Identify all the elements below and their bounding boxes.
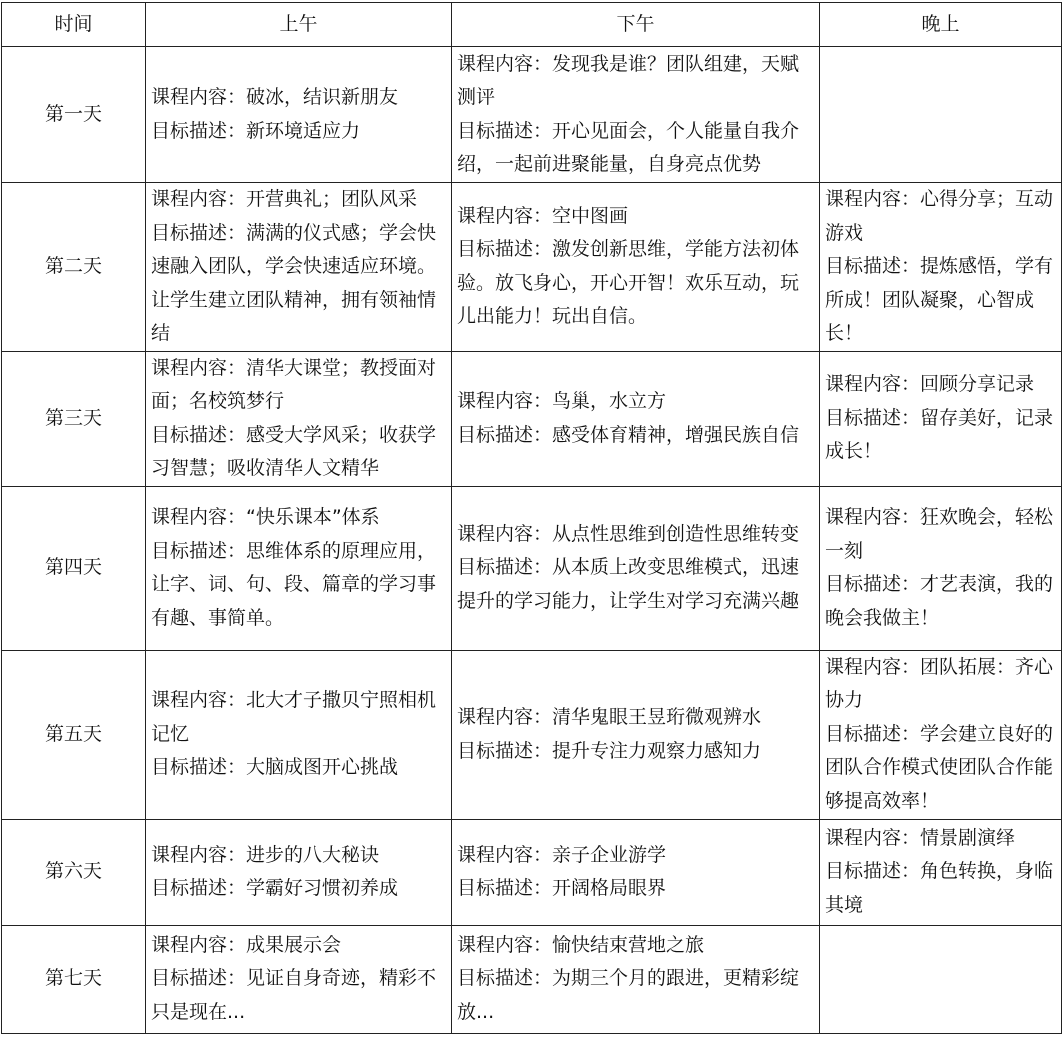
evening-cell (820, 650, 1062, 819)
table-row (2, 819, 1062, 925)
day-cell: 第七天 (2, 925, 146, 1033)
afternoon-cell (452, 819, 820, 925)
morning-content: 课程内容：北大才子撒贝宁照相机记忆 (151, 689, 437, 745)
evening-cell (820, 486, 1062, 650)
afternoon-goal: 目标描述：开心见面会，个人能量自我介绍，一起前进聚能量，自身亮点优势 (457, 119, 800, 175)
morning-content: 课程内容：成果展示会 (151, 933, 342, 956)
evening-goal: 目标描述：提炼感悟，学有所成！团队凝聚，心智成长！ (825, 255, 1054, 344)
morning-goal: 目标描述：见证自身奇迹，精彩不只是现在... (151, 967, 437, 1023)
day-cell: 第一天 (2, 47, 146, 183)
day-cell: 第二天 (2, 183, 146, 352)
morning-goal: 目标描述：新环境适应力 (151, 119, 361, 142)
evening-content: 课程内容：回顾分享记录 (825, 373, 1035, 396)
morning-cell (146, 486, 452, 650)
afternoon-cell (452, 486, 820, 650)
afternoon-cell (452, 183, 820, 352)
morning-cell (146, 819, 452, 925)
table-row (2, 47, 1062, 183)
evening-content: 课程内容：心得分享；互动游戏 (825, 188, 1054, 244)
morning-content: 课程内容：开营典礼；团队风采 (151, 188, 418, 210)
evening-content: 课程内容：狂欢晚会，轻松一刻 (825, 506, 1054, 562)
header-time: 时间 (2, 3, 146, 47)
header-evening: 晚上 (820, 3, 1062, 47)
afternoon-content: 课程内容：鸟巢，水立方 (457, 390, 667, 412)
morning-cell (146, 47, 452, 183)
morning-goal: 目标描述：学霸好习惯初养成 (151, 877, 399, 899)
morning-content: 课程内容：破冰，结识新朋友 (151, 86, 399, 108)
morning-content: 课程内容：进步的八大秘诀 (151, 843, 380, 866)
afternoon-content: 课程内容：从点性思维到创造性思维转变 (457, 522, 800, 545)
day-cell: 第三天 (2, 351, 146, 486)
day-cell: 第五天 (2, 650, 146, 819)
morning-cell (146, 925, 452, 1033)
afternoon-goal: 目标描述：从本质上改变思维模式，迅速提升的学习能力，让学生对学习充满兴趣 (457, 556, 800, 612)
table-header-row (2, 3, 1062, 47)
evening-goal: 目标描述：才艺表演，我的晚会我做主！ (825, 573, 1054, 629)
morning-content: 课程内容：清华大课堂；教授面对面；名校筑梦行 (151, 356, 437, 412)
table-row (2, 183, 1062, 352)
morning-goal: 目标描述：感受大学风采；收获学习智慧；吸收清华人文精华 (151, 423, 437, 479)
afternoon-content: 课程内容：清华鬼眼王昱珩微观辨水 (457, 706, 762, 728)
header-afternoon: 下午 (452, 3, 820, 47)
afternoon-cell (452, 650, 820, 819)
afternoon-goal: 目标描述：激发创新思维，学能方法初体验。放飞身心，开心开智！欢乐互动，玩儿出能力！玩出自信。 (457, 238, 800, 328)
evening-cell (820, 183, 1062, 352)
morning-content: 课程内容：“快乐课本”体系 (151, 506, 380, 528)
afternoon-content: 课程内容：空中图画 (457, 204, 629, 227)
morning-goal: 目标描述：大脑成图开心挑战 (151, 756, 399, 779)
header-morning: 上午 (146, 3, 452, 47)
table-row (2, 650, 1062, 819)
course-schedule-table (1, 2, 1062, 1034)
evening-cell (820, 925, 1062, 1033)
evening-content: 课程内容：情景剧演绎 (825, 826, 1016, 849)
evening-cell (820, 819, 1062, 925)
morning-cell (146, 183, 452, 352)
afternoon-content: 课程内容：亲子企业游学 (457, 843, 667, 866)
afternoon-goal: 目标描述：开阔格局眼界 (457, 877, 667, 899)
afternoon-cell (452, 47, 820, 183)
evening-goal: 目标描述：留存美好，记录成长！ (825, 406, 1054, 463)
afternoon-content: 课程内容：发现我是谁？团队组建，天赋测评 (457, 52, 800, 108)
day-cell: 第六天 (2, 819, 146, 925)
morning-cell (146, 650, 452, 819)
table-row (2, 486, 1062, 650)
evening-goal: 目标描述：角色转换，身临其境 (825, 860, 1054, 916)
table-row (2, 925, 1062, 1033)
afternoon-goal: 目标描述：感受体育精神，增强民族自信 (457, 423, 800, 446)
evening-cell (820, 47, 1062, 183)
afternoon-content: 课程内容：愉快结束营地之旅 (457, 933, 705, 956)
evening-cell (820, 351, 1062, 486)
morning-goal: 目标描述：思维体系的原理应用，让字、词、句、段、篇章的学习事有趣、事简单。 (151, 539, 437, 629)
morning-cell (146, 351, 452, 486)
afternoon-cell (452, 925, 820, 1033)
afternoon-cell (452, 351, 820, 486)
day-cell: 第四天 (2, 486, 146, 650)
evening-goal: 目标描述：学会建立良好的团队合作模式使团队合作能够提高效率！ (825, 722, 1054, 812)
table-row (2, 351, 1062, 486)
evening-content: 课程内容：团队拓展：齐心协力 (825, 655, 1054, 712)
afternoon-goal: 目标描述：提升专注力观察力感知力 (457, 739, 762, 762)
afternoon-goal: 目标描述：为期三个月的跟进，更精彩绽放... (457, 967, 800, 1023)
morning-goal: 目标描述：满满的仪式感；学会快速融入团队，学会快速适应环境。让学生建立团队精神，拥有领袖情结 (151, 221, 437, 344)
